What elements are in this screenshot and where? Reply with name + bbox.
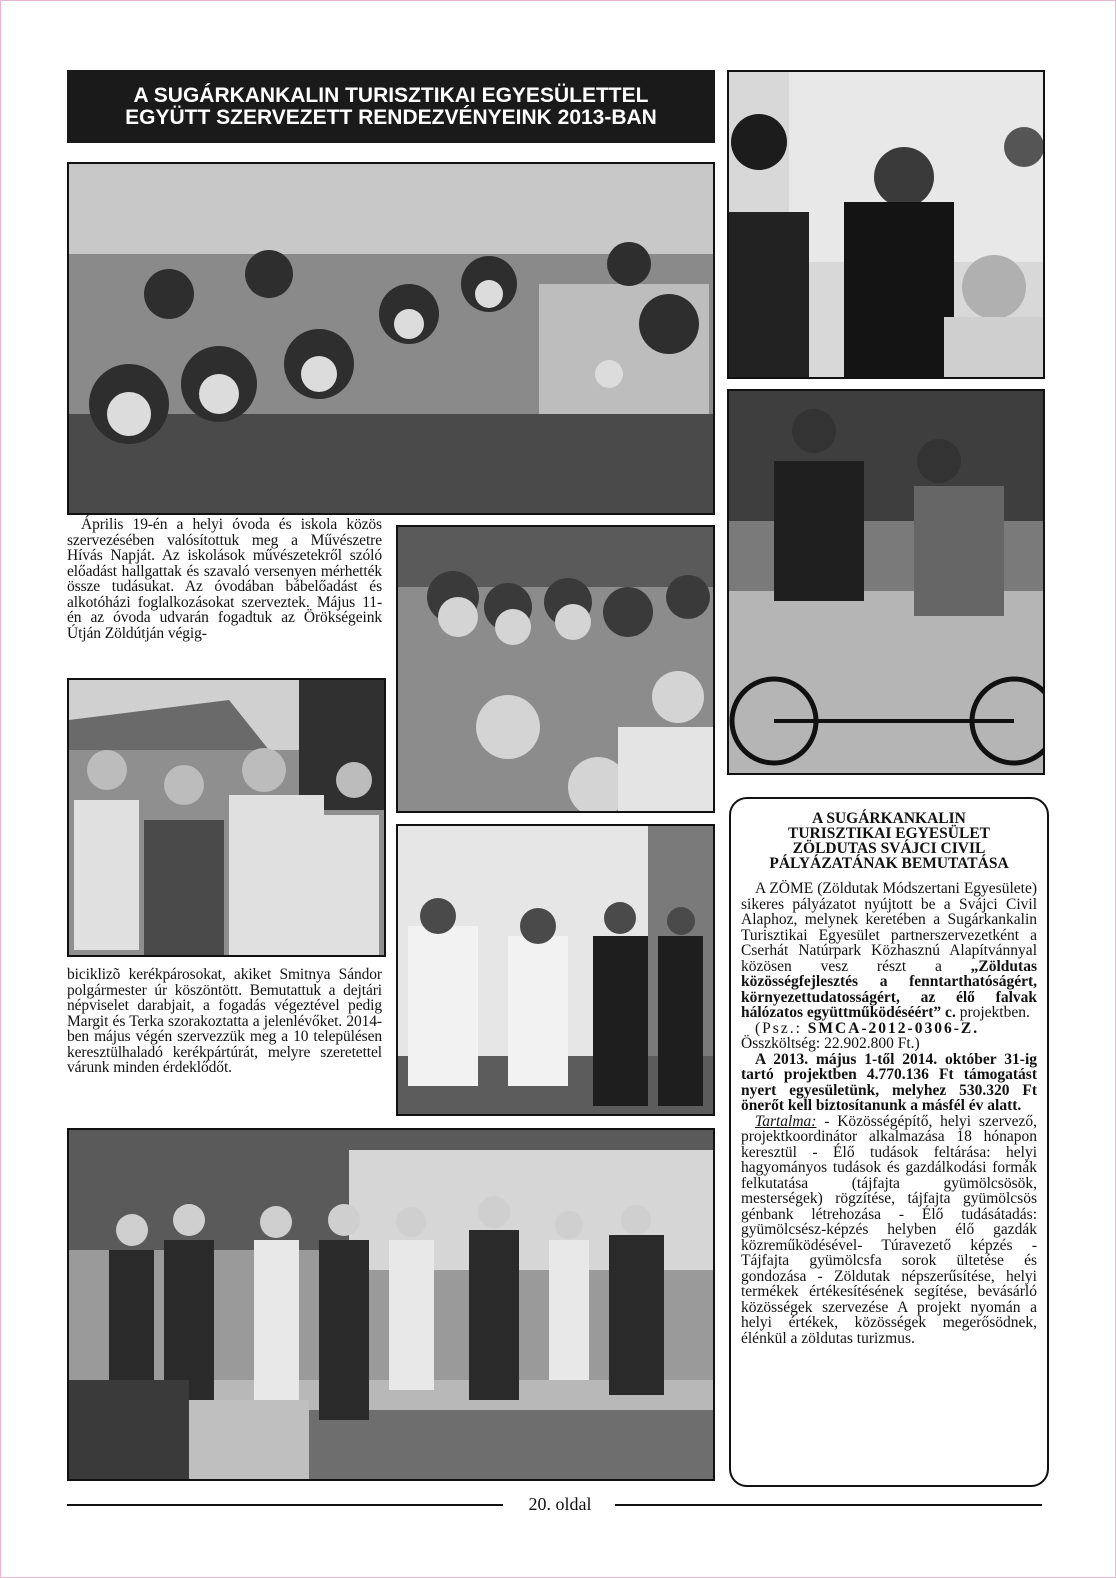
header-line-2: EGYÜTT SZERVEZETT RENDEZVÉNYEINK 2013-BAN (125, 105, 657, 129)
article-paragraph-2: biciklizõ kerékpárosokat, akiket Smitnya Sándor polgármester úr köszöntött. Bemutattuk a dejtári népviselet darabjait, a fogadás végeztével pedig Margit és Terka szorakoztatta a jelenlévőket. 2014-ben május végén szervezzük meg a 10 településen keresztülhaladó kerékpártúrát, melyre szeretettel várunk minden érdeklődőt. (67, 966, 382, 1076)
photo-students-classroom (67, 162, 715, 515)
photo-women-handover (727, 70, 1045, 379)
project-code-label: (Psz.: (755, 1019, 808, 1037)
footer-rule-right (610, 1504, 1042, 1506)
project-content-text: - Közösségépítő, helyi szervező, projektkoordinátor alkalmazása 18 hónapon keresztül - Élő tudások feltárása: helyi hagyományos tudások és gazdálkodási formák felkutatása (tájfajta gyümölcsösök, mesterségek) rögzítése, tájfajta gyümölcsös génbank létrehozása - Élő tudásátadás: gyümölcsész-képzés helyben élő gazdák közreműködésével- Túravezető képzés - Tájfajta gyümölcsfa sorok ültetése és gondozása - Zöldutak népszerűsítése, helyi termékek értékesítésének segítése, bevásárló közösségek szervezése A projekt nyomán a helyi értékek, közösségek megerősödnek, élénkül a zöldutas turizmus. (741, 1112, 1037, 1347)
project-info-box (729, 797, 1049, 1487)
photo-outdoor-event (67, 1128, 715, 1481)
project-content (741, 1114, 1037, 1347)
project-box-body (741, 881, 1037, 1346)
article-text-part-1 (67, 517, 382, 677)
page-number: 20. oldal (505, 1494, 615, 1514)
box-title-line-4: PÁLYÁZATÁNAK BEMUTATÁSA (769, 855, 1009, 872)
project-code (741, 1021, 1037, 1037)
article-paragraph-1: Április 19-én a helyi óvoda és iskola közös szervezésében valósítottuk meg a Művészetre Hívás Napját. Az iskolások művészetekről szóló előadást hallgattak és szavaló versenyen mérhették össze tudásukat. Az óvodában bábelőadást és alkotóházi foglalkozásokat szerveztek. Május 11-én az óvoda udvarán fogadtuk az Örökségeink Útján Zöldútján végig- (67, 516, 382, 642)
project-funding: A 2013. május 1-től 2014. október 31-ig tartó projektben 4.770.136 Ft támogatást nyert egyesületünk, melyhez 530.320 Ft önerőt kell biztosítanunk a másfél év alatt. (741, 1050, 1037, 1114)
box-title-line-3: ZÖLDUTAS SVÁJCI CIVIL (792, 840, 986, 857)
project-description (741, 881, 1037, 1021)
photo-puppet-show (396, 824, 715, 1116)
box-title-line-1: A SUGÁRKANKALIN (812, 810, 966, 827)
project-content-label: Tartalma: (755, 1112, 817, 1130)
project-title: „Zöldutas közösségfejlesztés a fenntarthatóságért, környezettudatosságért, az élő falvak hálózatos együttműködéséért” c. (741, 957, 1037, 1021)
project-desc-start: A ZÖME (Zöldutak Módszertani Egyesülete) sikeres pályázatot nyújtott be a Svájci Civil Alaphoz, melynek keretében a Sugárkankalin Turisztikai Egyesület partnerszervezetként a Cserhát Natúrpark Közhasznú Alapítvánnyal közösen vesz részt a (741, 880, 1037, 975)
article-text-part-2 (67, 967, 382, 1117)
box-title-line-2: TURISZTIKAI EGYESÜLET (788, 825, 990, 842)
page-header (67, 70, 715, 143)
footer-rule-left (67, 1504, 503, 1506)
project-code-value: SMCA-2012-0306-Z. (807, 1019, 980, 1037)
photo-folk-costume-group (67, 678, 386, 957)
project-desc-end: projektben. (955, 1004, 1030, 1021)
photo-children-group (396, 525, 715, 813)
photo-cyclists-tandem (727, 389, 1045, 775)
header-line-1: A SUGÁRKANKALIN TURISZTIKAI EGYESÜLETTEL (133, 83, 649, 107)
project-box-title (741, 811, 1037, 871)
project-total-cost: Összköltség: 22.902.800 Ft.) (741, 1035, 920, 1052)
